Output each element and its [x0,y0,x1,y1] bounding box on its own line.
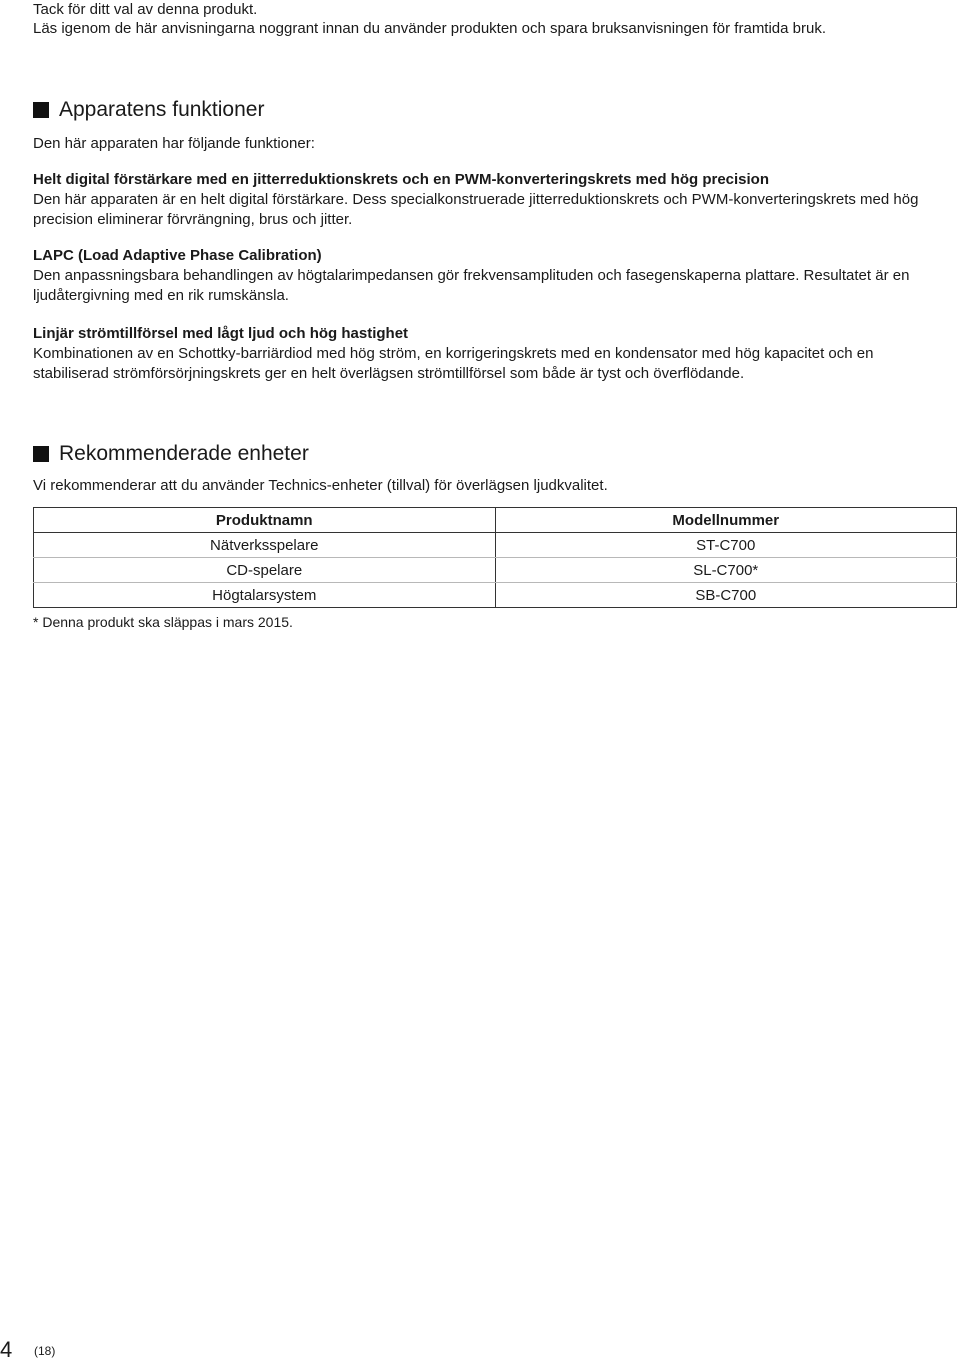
section-heading-functions [33,98,264,122]
feature-body: Den här apparaten är en helt digital förstärkare. Dess specialkonstruerade jitterreduktionskrets och PWM-konverteringskrets med hög precision eliminerar förvrängning, brus och jitter. [33,191,919,228]
feature-heading: LAPC (Load Adaptive Phase Calibration) [33,247,322,264]
column-header: Produktnamn [34,508,496,533]
section-heading-recommended [33,442,309,466]
table-cell: ST-C700 [495,533,957,558]
table-cell: SL-C700* [495,558,957,583]
intro-line-2: Läs igenom de här anvisningarna noggrant innan du använder produkten och spara bruksanvisningen för framtida bruk. [33,20,827,37]
page-total: (18) [34,1344,56,1358]
intro-line-1: Tack för ditt val av denna produkt. [33,1,258,18]
section-title: Rekommenderade enheter [59,442,309,465]
feature-block-3 [33,324,953,384]
feature-heading: Linjär strömtillförsel med lågt ljud och hög hastighet [33,325,409,342]
footnote: * Denna produkt ska släppas i mars 2015. [33,614,293,630]
feature-body: Den anpassningsbara behandlingen av högtalarimpedansen gör frekvensamplituden och fasegenskaperna plattare. Resultatet är en ljudåtergivning med en rik rumskänsla. [33,267,910,304]
table-cell: SB-C700 [495,583,957,608]
table-row [34,558,957,583]
section-subtitle: Vi rekommenderar att du använder Technics-enheter (tillval) för överlägsen ljudkvalitet. [33,477,608,494]
page-number: 4 [0,1337,13,1362]
section-title: Apparatens funktioner [59,98,265,121]
table-cell: CD-spelare [34,558,496,583]
recommended-units-table [33,507,957,608]
table-cell: Högtalarsystem [34,583,496,608]
table-cell: Nätverksspelare [34,533,496,558]
square-bullet-icon [33,446,49,462]
feature-block-1 [33,170,953,230]
intro-text [33,0,826,38]
table-header-row [34,508,957,533]
section-subtitle: Den här apparaten har följande funktioner: [33,135,315,152]
table-row [34,583,957,608]
feature-block-2 [33,246,953,306]
feature-heading: Helt digital förstärkare med en jitterreduktionskrets och en PWM-konverteringskrets med hög precision [33,171,770,188]
column-header: Modellnummer [495,508,957,533]
feature-body: Kombinationen av en Schottky-barriärdiod med hög ström, en korrigeringskrets med en kondensator med hög kapacitet och en stabiliserad strömförsörjningskrets ger en helt överlägsen strömtillförsel som både är tyst och överflödande. [33,345,874,382]
table-row [34,533,957,558]
square-bullet-icon [33,102,49,118]
